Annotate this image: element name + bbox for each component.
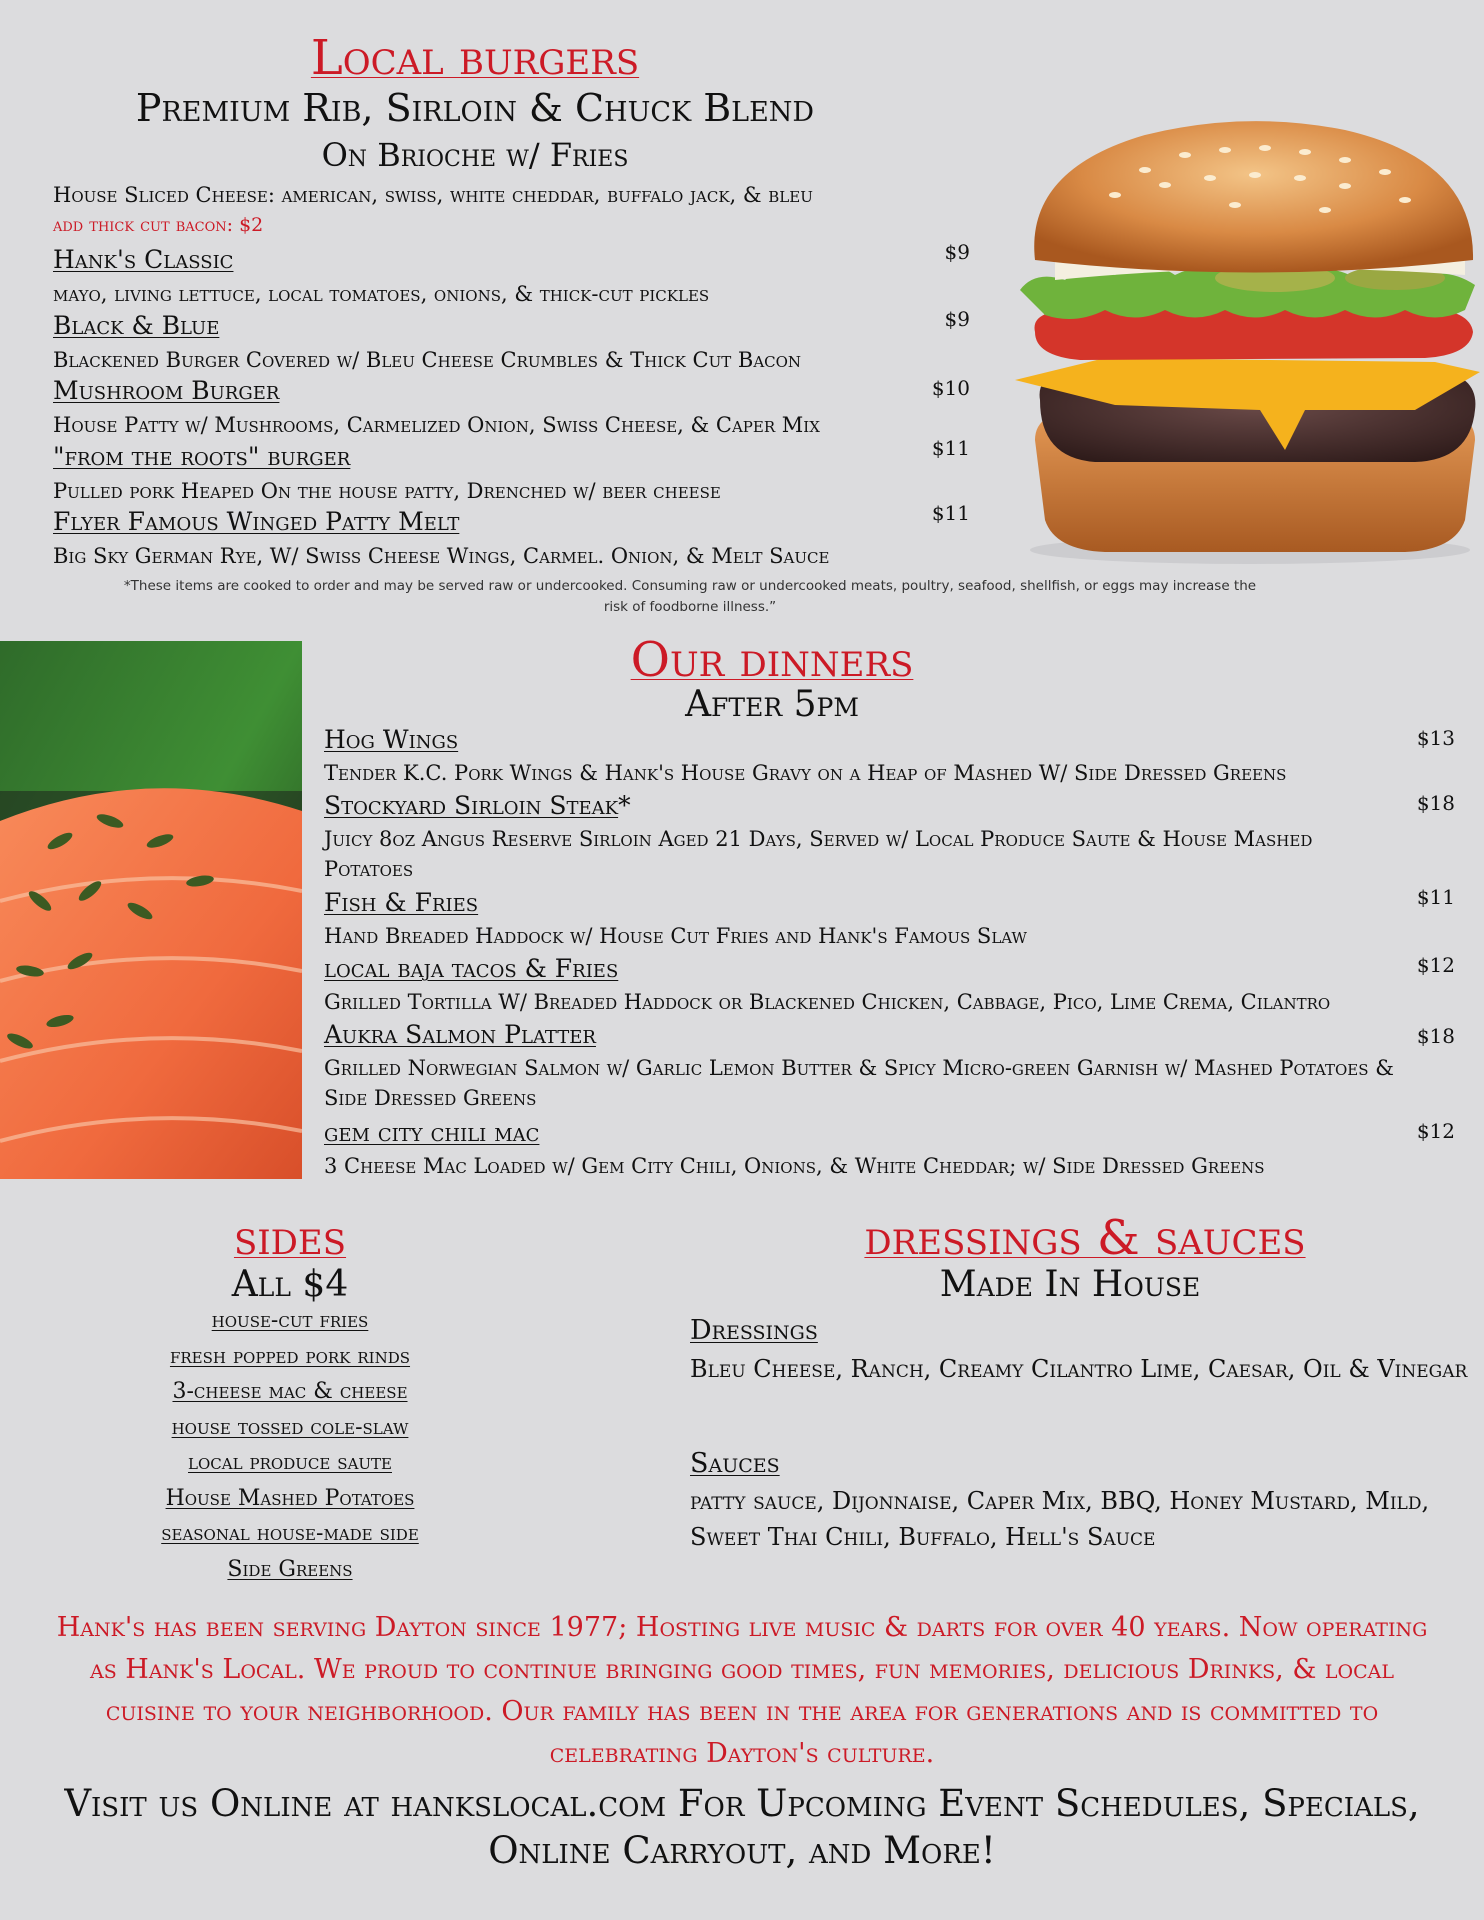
- dinner-name: Fish & Fries: [324, 888, 479, 917]
- burger-name: Flyer Famous Winged Patty Melt: [53, 507, 460, 536]
- burger-item: [53, 310, 973, 376]
- side-item-label: House Mashed Potatoes: [165, 1485, 415, 1511]
- dinner-name-line: [324, 724, 1404, 756]
- burger-price: $11: [931, 436, 970, 460]
- dinner-price: $12: [1416, 953, 1455, 977]
- dressings-sauces-title: dressings & sauces: [864, 1210, 1306, 1266]
- dinner-description: Grilled Tortilla W/ Breaded Haddock or Blackened Chicken, Cabbage, Pico, Lime Crema, Cilantro: [324, 990, 1331, 1014]
- dinner-name: Stockyard Sirloin Steak: [324, 791, 619, 820]
- dinner-name-line: [324, 887, 1404, 919]
- dinners-title: Our dinners: [630, 632, 914, 688]
- dinner-item: [324, 887, 1404, 951]
- dinner-description: 3 Cheese Mac Loaded w/ Gem City Chili, Onions, & White Cheddar; w/ Side Dressed Greens: [324, 1154, 1265, 1178]
- dinner-name-line: [324, 1019, 1404, 1051]
- burger-description: mayo, living lettuce, local tomatoes, onions, & thick-cut pickles: [53, 282, 710, 306]
- dinner-price: $18: [1416, 791, 1455, 815]
- side-item: [40, 1445, 540, 1481]
- about-hanks: Hank's has been serving Dayton since 1977; Hosting live music & darts for over 40 years. Now operating as Hank's Local. We proud to continue bringing good times, fun memories, delicious Drinks, & local cuisine to your neighborhood. Our family has been in the area for generations and is committed to celebrating Dayton's culture.: [56, 1612, 1428, 1769]
- dinners-subtitle: After 5pm: [685, 684, 859, 725]
- burger-name: Black & Blue: [53, 311, 220, 340]
- side-item-label: Side Greens: [227, 1556, 353, 1582]
- dinner-description: Juicy 8oz Angus Reserve Sirloin Aged 21 Days, Served w/ Local Produce Saute & House Mashed Potatoes: [324, 827, 1313, 881]
- sides-title: sides: [233, 1210, 347, 1266]
- side-item: [40, 1374, 540, 1410]
- side-item: [40, 1516, 540, 1552]
- side-item-label: 3-cheese mac & cheese: [172, 1379, 408, 1404]
- burger-item: [53, 375, 973, 441]
- dinner-item: [324, 790, 1404, 884]
- salmon-photo: [0, 641, 302, 1179]
- dinner-description: Grilled Norwegian Salmon w/ Garlic Lemon Butter & Spicy Micro-green Garnish w/ Mashed Potatoes & Side Dressed Greens: [324, 1056, 1394, 1110]
- burger-price: $9: [944, 307, 970, 331]
- burger-item: [53, 441, 973, 507]
- side-item-label: house tossed cole-slaw: [171, 1414, 409, 1440]
- side-item-label: house-cut fries: [211, 1308, 369, 1333]
- dinner-name: Aukra Salmon Platter: [324, 1020, 596, 1049]
- burger-item: [53, 506, 973, 572]
- burger-description: Blackened Burger Covered w/ Bleu Cheese Crumbles & Thick Cut Bacon: [53, 348, 802, 372]
- dinner-item: [324, 724, 1404, 788]
- burger-name: Hank's Classic: [53, 245, 234, 274]
- cheese-options: House Sliced Cheese: american, swiss, white cheddar, buffalo jack, & bleu: [53, 183, 813, 207]
- burger-photo: [995, 110, 1484, 570]
- burger-name: "from the roots" burger: [53, 442, 351, 471]
- side-item: [40, 1481, 540, 1517]
- burger-description: Pulled pork Heaped On the house patty, Drenched w/ beer cheese: [53, 479, 721, 503]
- burger-price: $11: [931, 501, 970, 525]
- food-safety-disclaimer: *These items are cooked to order and may be served raw or undercooked. Consuming raw or undercooked meats, poultry, seafood, shellfish, or eggs may increase the risk of foodborne illness.”: [123, 578, 1257, 615]
- dinner-name: local baja tacos & Fries: [324, 954, 619, 983]
- dressings-list: Bleu Cheese, Ranch, Creamy Cilantro Lime, Caesar, Oil & Vinegar: [690, 1355, 1468, 1383]
- side-item: [40, 1303, 540, 1339]
- burgers-bun-note: On Brioche w/ Fries: [321, 136, 629, 174]
- dinner-name-line: [324, 953, 1404, 985]
- burger-item: [53, 244, 973, 310]
- burger-name: Mushroom Burger: [53, 376, 280, 405]
- sides-price: All $4: [231, 1264, 349, 1305]
- side-item-label: local produce saute: [188, 1450, 392, 1475]
- dinner-name: Hog Wings: [324, 725, 459, 754]
- bacon-addon: add thick cut bacon: $2: [53, 214, 264, 236]
- dinner-item: [324, 1019, 1404, 1113]
- visit-online: Visit us Online at hankslocal.com For Upcoming Event Schedules, Specials, Online Carryout, and More!: [64, 1782, 1420, 1872]
- dinner-name-mark: *: [618, 791, 631, 820]
- sauces-heading: Sauces: [690, 1448, 780, 1479]
- side-item-label: fresh popped pork rinds: [169, 1343, 411, 1369]
- burgers-title: Local burgers: [310, 30, 640, 86]
- side-item: [40, 1339, 540, 1375]
- dinner-item: [324, 953, 1404, 1017]
- side-item: [40, 1552, 540, 1588]
- dinner-name-line: [324, 1117, 1404, 1149]
- dinner-description: Hand Breaded Haddock w/ House Cut Fries and Hank's Famous Slaw: [324, 924, 1027, 948]
- dressings-heading: Dressings: [690, 1315, 818, 1346]
- dinner-price: $13: [1416, 726, 1455, 750]
- dinner-item: [324, 1117, 1404, 1181]
- burger-price: $10: [931, 376, 970, 400]
- dinner-name: gem city chili mac: [324, 1118, 540, 1147]
- burgers-subtitle: Premium Rib, Sirloin & Chuck Blend: [135, 86, 815, 130]
- sides-list: [40, 1303, 540, 1587]
- side-item-label: seasonal house-made side: [161, 1521, 419, 1546]
- burger-description: Big Sky German Rye, W/ Swiss Cheese Wings, Carmel. Onion, & Melt Sauce: [53, 544, 830, 568]
- dinner-price: $12: [1416, 1119, 1455, 1143]
- dinner-price: $11: [1416, 885, 1455, 909]
- sauces-list: patty sauce, Dijonnaise, Caper Mix, BBQ, Honey Mustard, Mild, Sweet Thai Chili, Buffalo, Hell's Sauce: [690, 1487, 1430, 1551]
- dressings-sauces-subtitle: Made In House: [939, 1264, 1201, 1305]
- dinner-name-line: [324, 790, 1404, 822]
- dinner-description: Tender K.C. Pork Wings & Hank's House Gravy on a Heap of Mashed W/ Side Dressed Greens: [324, 761, 1287, 785]
- side-item: [40, 1410, 540, 1446]
- dinner-price: $18: [1416, 1024, 1455, 1048]
- burger-description: House Patty w/ Mushrooms, Carmelized Onion, Swiss Cheese, & Caper Mix: [53, 413, 820, 437]
- burger-price: $9: [944, 240, 970, 264]
